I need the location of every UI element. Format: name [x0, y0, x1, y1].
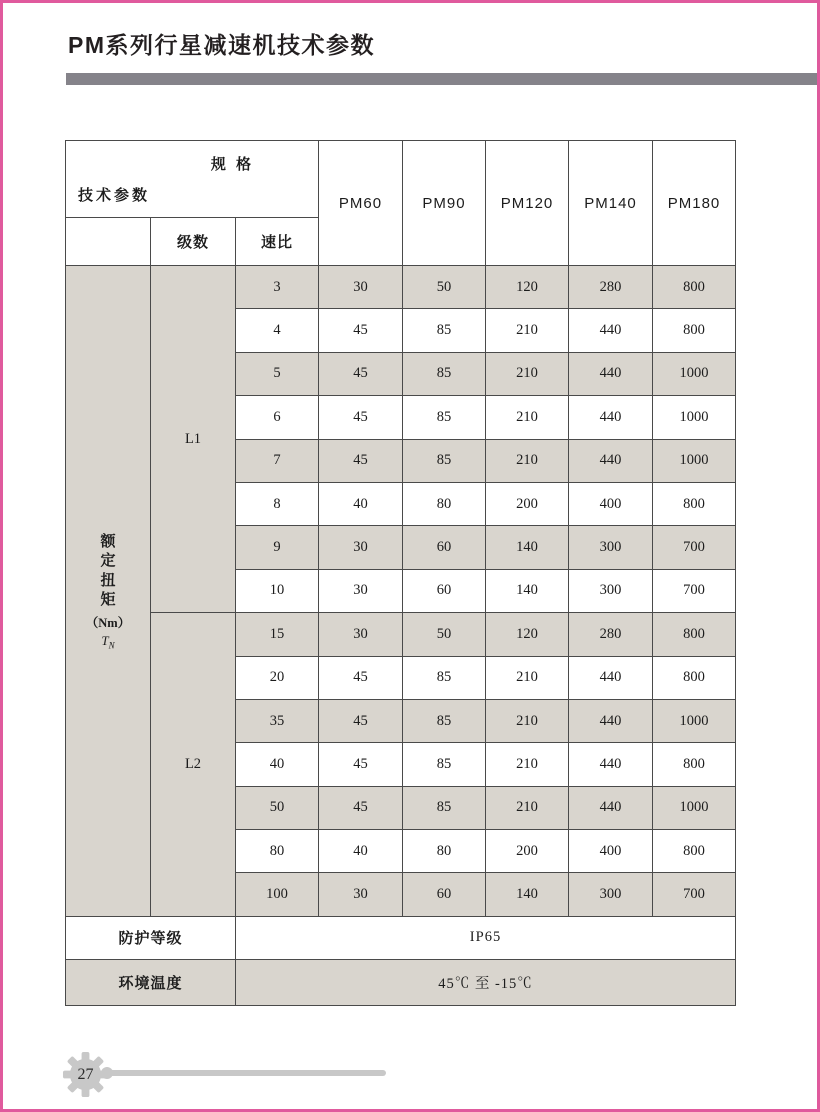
spec-table — [65, 140, 736, 1006]
table-row — [66, 613, 736, 656]
value-cell: 440 — [569, 396, 653, 439]
value-cell: 1000 — [653, 439, 736, 482]
value-cell: 1000 — [653, 396, 736, 439]
torque-unit: （Nm） — [85, 615, 131, 630]
value-cell: 85 — [403, 656, 486, 699]
value-cell: 120 — [486, 266, 569, 309]
value-cell: 440 — [569, 786, 653, 829]
ratio-cell: 9 — [236, 526, 319, 569]
column-header-pm90: PM90 — [403, 141, 486, 266]
value-cell: 300 — [569, 526, 653, 569]
value-cell: 440 — [569, 656, 653, 699]
stage-subheader: 级数 — [151, 218, 236, 266]
torque-symbol: $T_N$ — [101, 632, 115, 651]
value-cell: 200 — [486, 830, 569, 873]
ratio-cell: 10 — [236, 569, 319, 612]
value-cell: 85 — [403, 699, 486, 742]
value-cell: 85 — [403, 786, 486, 829]
ratio-cell: 7 — [236, 439, 319, 482]
value-cell: 800 — [653, 743, 736, 786]
value-cell: 800 — [653, 613, 736, 656]
value-cell: 45 — [319, 699, 403, 742]
value-cell: 80 — [403, 830, 486, 873]
value-cell: 210 — [486, 309, 569, 352]
value-cell: 210 — [486, 352, 569, 395]
value-cell: 60 — [403, 873, 486, 916]
ratio-cell: 5 — [236, 352, 319, 395]
value-cell: 85 — [403, 743, 486, 786]
ambient-temperature-value: 45℃ 至 -15℃ — [236, 959, 736, 1005]
value-cell: 50 — [403, 613, 486, 656]
ambient-temperature-row — [66, 959, 736, 1005]
stage-cell-l1: L1 — [151, 266, 236, 613]
value-cell: 400 — [569, 482, 653, 525]
value-cell: 1000 — [653, 786, 736, 829]
page-number: 27 — [77, 1065, 94, 1083]
value-cell: 120 — [486, 613, 569, 656]
title-underline-bar — [66, 73, 817, 85]
value-cell: 80 — [403, 482, 486, 525]
spec-table-footer — [66, 916, 736, 1005]
value-cell: 280 — [569, 266, 653, 309]
ambient-temperature-label: 环境温度 — [66, 959, 236, 1005]
value-cell: 140 — [486, 526, 569, 569]
value-cell: 800 — [653, 830, 736, 873]
value-cell: 40 — [319, 830, 403, 873]
column-header-pm140: PM140 — [569, 141, 653, 266]
ratio-cell: 6 — [236, 396, 319, 439]
value-cell: 800 — [653, 656, 736, 699]
value-cell: 700 — [653, 526, 736, 569]
value-cell: 700 — [653, 873, 736, 916]
value-cell: 30 — [319, 526, 403, 569]
ratio-subheader: 速比 — [236, 218, 319, 266]
column-header-pm60: PM60 — [319, 141, 403, 266]
ratio-cell: 100 — [236, 873, 319, 916]
value-cell: 45 — [319, 309, 403, 352]
value-cell: 1000 — [653, 699, 736, 742]
ratio-cell: 40 — [236, 743, 319, 786]
protection-rating-row — [66, 916, 736, 959]
value-cell: 440 — [569, 439, 653, 482]
value-cell: 440 — [569, 699, 653, 742]
value-cell: 400 — [569, 830, 653, 873]
value-cell: 140 — [486, 569, 569, 612]
column-header-pm120: PM120 — [486, 141, 569, 266]
value-cell: 30 — [319, 569, 403, 612]
value-cell: 700 — [653, 569, 736, 612]
value-cell: 140 — [486, 873, 569, 916]
value-cell: 85 — [403, 396, 486, 439]
value-cell: 440 — [569, 743, 653, 786]
ratio-cell: 4 — [236, 309, 319, 352]
protection-rating-value: IP65 — [236, 916, 736, 959]
value-cell: 200 — [486, 482, 569, 525]
value-cell: 800 — [653, 266, 736, 309]
diagonal-corner-cell — [66, 141, 319, 218]
value-cell: 210 — [486, 656, 569, 699]
value-cell: 210 — [486, 699, 569, 742]
value-cell: 85 — [403, 309, 486, 352]
spec-table-header — [66, 141, 736, 266]
value-cell: 60 — [403, 569, 486, 612]
table-row — [66, 266, 736, 309]
value-cell: 440 — [569, 352, 653, 395]
value-cell: 30 — [319, 873, 403, 916]
value-cell: 300 — [569, 873, 653, 916]
value-cell: 85 — [403, 352, 486, 395]
ratio-cell: 3 — [236, 266, 319, 309]
footer-divider-line — [109, 1070, 386, 1076]
value-cell: 45 — [319, 352, 403, 395]
ratio-cell: 80 — [236, 830, 319, 873]
value-cell: 800 — [653, 482, 736, 525]
value-cell: 300 — [569, 569, 653, 612]
column-header-pm180: PM180 — [653, 141, 736, 266]
value-cell: 60 — [403, 526, 486, 569]
tech-param-corner-label: 技术参数 — [78, 187, 151, 204]
ratio-cell: 8 — [236, 482, 319, 525]
value-cell: 280 — [569, 613, 653, 656]
value-cell: 210 — [486, 396, 569, 439]
value-cell: 440 — [569, 309, 653, 352]
value-cell: 210 — [486, 786, 569, 829]
header-row-1 — [66, 141, 736, 218]
value-cell: 800 — [653, 309, 736, 352]
ratio-cell: 20 — [236, 656, 319, 699]
ratio-cell: 50 — [236, 786, 319, 829]
spec-corner-label: 规 格 — [210, 156, 255, 173]
ratio-cell: 35 — [236, 699, 319, 742]
torque-param-cell — [66, 266, 151, 917]
value-cell: 45 — [319, 439, 403, 482]
value-cell: 210 — [486, 743, 569, 786]
page-title: PM系列行星减速机技术参数 — [68, 32, 375, 58]
value-cell: 45 — [319, 786, 403, 829]
torque-label: 额定扭矩 — [100, 532, 116, 609]
value-cell: 30 — [319, 613, 403, 656]
value-cell: 45 — [319, 656, 403, 699]
value-cell: 45 — [319, 743, 403, 786]
value-cell: 1000 — [653, 352, 736, 395]
value-cell: 45 — [319, 396, 403, 439]
value-cell: 30 — [319, 266, 403, 309]
value-cell: 40 — [319, 482, 403, 525]
value-cell: 85 — [403, 439, 486, 482]
value-cell: 50 — [403, 266, 486, 309]
value-cell: 210 — [486, 439, 569, 482]
stage-cell-l2: L2 — [151, 613, 236, 917]
ratio-cell: 15 — [236, 613, 319, 656]
protection-rating-label: 防护等级 — [66, 916, 236, 959]
empty-subheader-cell — [66, 218, 151, 266]
spec-table-body — [66, 266, 736, 917]
